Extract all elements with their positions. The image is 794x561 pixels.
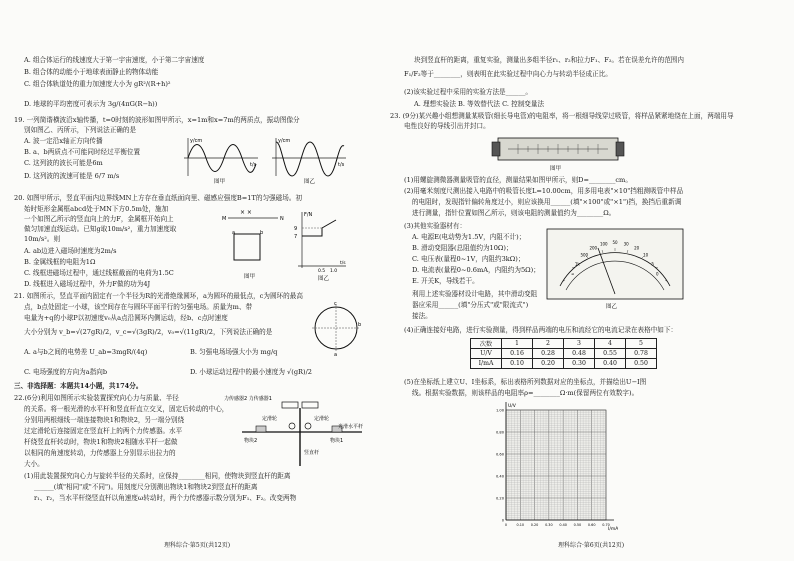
q22-part2-options: A. 理想实验法 B. 等效替代法 C. 控制变量法 bbox=[414, 100, 545, 108]
q20-xlabel: t/s bbox=[340, 261, 346, 266]
q21-option-a: A. a与b之间的电势差 U_ab=3mgR/(4q) bbox=[24, 348, 148, 356]
table-cell: 0.10 bbox=[502, 359, 533, 369]
table-cell: 0.78 bbox=[626, 349, 657, 359]
table-row bbox=[471, 349, 657, 359]
q20-option-a: A. ab边进入磁场时速度为2m/s bbox=[24, 247, 117, 255]
q22-block1-label: 物块1 bbox=[330, 438, 344, 444]
q19-line: 19. 一列简谐横波沿x轴传播，t=0时刻的波形如图甲所示，x=1m和x=7m的两质点，振动图像分 bbox=[14, 116, 300, 124]
q22-block2-label: 物块2 bbox=[244, 438, 258, 444]
q18-option-b: B. 组合体的动能小于地球表面静止的物体动能 bbox=[24, 68, 159, 76]
table-header-row bbox=[471, 339, 657, 349]
table-cell: 0.55 bbox=[595, 349, 626, 359]
q21-option-d: D. 小球运动过程中的最小速度为 √(gR)/2 bbox=[190, 368, 313, 376]
section-3-heading: 三、非选择题：本题共14小题，共174分。 bbox=[14, 382, 143, 390]
q20-ytick: 9 bbox=[294, 226, 298, 232]
q20-figure-b bbox=[294, 212, 346, 282]
q21-line: 电量为+q的小球P以初速度v₀从a点沿圆环内侧运动，经b、c点时速度 bbox=[24, 314, 228, 322]
dial-scale-label: 1k bbox=[574, 261, 580, 267]
q22-apparatus-figure bbox=[222, 392, 372, 470]
q21-line: 点，b点处固定一小球，该空间存在与圆环平面平行的匀强电场。质量为m、带 bbox=[24, 303, 253, 311]
q23-equipment-c: C. 电压表(量程0~1V，内阻约3kΩ)； bbox=[412, 255, 525, 263]
svg-text:N: N bbox=[280, 216, 284, 222]
q23-ohmmeter-dial-figure bbox=[546, 228, 684, 312]
q23-part1: (1)用螺旋测微器测量吸管的直径，测量结果如图甲所示，则D=________cm。 bbox=[404, 176, 632, 184]
q21-ring-figure bbox=[308, 300, 364, 356]
q23-part2: (2)用毫米刻度尺测出接入电路中的吸管长度L=10.00cm，用多用电表"×10"挡粗测吸管中样品 bbox=[404, 187, 684, 195]
table-cell: 0.16 bbox=[502, 349, 533, 359]
q19-xlabel-b: t/s bbox=[338, 162, 345, 168]
x-tick-label: 0.50 bbox=[573, 523, 582, 527]
q22-cont-line: F₁/F₂等于________，则表明在此实验过程中向心力与转动半径成正比。 bbox=[404, 70, 612, 78]
table-row-label: I/mA bbox=[471, 359, 502, 369]
svg-text:× ×: × × bbox=[240, 209, 252, 216]
table-cell: 0.48 bbox=[564, 349, 595, 359]
q23-caption-a: 图甲 bbox=[550, 166, 562, 172]
dial-scale-label: 500 bbox=[580, 252, 589, 258]
x-tick-label: 0.20 bbox=[530, 523, 539, 527]
dial-scale-label: 20 bbox=[634, 245, 640, 251]
q22-part2-line: (2)该实验过程中采用的实验方法是______。 bbox=[404, 88, 533, 96]
q20-xtick: 0.5 bbox=[318, 269, 326, 274]
q21-line: 大小分别为 v_b=√(27gR)/2，v_c=√(3gR)/2，v₀=√(11gR)/2，下列说法正确的是 bbox=[24, 328, 273, 336]
q22-sensors-label: 力传感器2 力传感器1 bbox=[224, 396, 272, 402]
q20-ytick: 7 bbox=[294, 234, 298, 240]
q19-option-c: C. 这列波的波长可能是6m bbox=[24, 159, 103, 167]
table-header-cell: 4 bbox=[595, 339, 626, 349]
q23-caption-b: 图乙 bbox=[606, 304, 618, 310]
q23-line: 电性良好的导线引出并封口。 bbox=[404, 122, 490, 130]
q22-line: 22.(6分)利用如图所示实验装置探究向心力与质量、半径 bbox=[14, 394, 179, 402]
q23-part3-line: 器应采用______(填"分压式"或"限流式") bbox=[412, 301, 529, 309]
table-cell: 0.40 bbox=[595, 359, 626, 369]
y-tick-label: 1.00 bbox=[495, 408, 504, 413]
right-page-footer: 理科综合·第6页(共12页) bbox=[558, 542, 625, 549]
q19-caption-a: 图甲 bbox=[214, 179, 226, 184]
q23-part5: 线。根据实验数据，则该样品的电阻率ρ=________Ω·m(保留两位有效数字)。 bbox=[412, 389, 639, 397]
table-cell: 0.20 bbox=[533, 359, 564, 369]
q19-option-a: A. 波一定沿x轴正方向传播 bbox=[24, 137, 103, 145]
q18-option-a: A. 组合体运行的线速度大于第一宇宙速度，小于第二宇宙速度 bbox=[24, 56, 205, 64]
q23-micrometer-figure bbox=[488, 132, 628, 172]
svg-text:b: b bbox=[260, 230, 264, 236]
q20-figure-a bbox=[222, 209, 284, 280]
table-cell: 0.30 bbox=[564, 359, 595, 369]
q23-equipment-a: A. 电源E(电动势为1.5V，内阻不计)； bbox=[412, 233, 526, 241]
svg-text:M: M bbox=[222, 216, 227, 222]
dial-scale-label: ∞ bbox=[571, 271, 575, 277]
q23-part5: (5)在坐标纸上建立U、I坐标系，标出表格所列数据对应的坐标点，并描绘出U−I图 bbox=[404, 378, 647, 386]
q23-equipment-d: D. 电流表(量程0~0.6mA，内阻约为5Ω)； bbox=[412, 266, 540, 274]
q22-line: 的关系。将一根光滑的水平杆和竖直杆直立交叉，固定后转动的中心， bbox=[24, 405, 229, 413]
q22-line: 分别用两根细线一端连接物块1和物块2，另一端分别绕 bbox=[24, 416, 185, 424]
q23-part3: (3)其他实验器材有： bbox=[404, 222, 467, 230]
q23-equipment-e: E. 开关K，导线若干。 bbox=[412, 277, 479, 285]
q19-figure-a bbox=[184, 138, 258, 184]
q19-ylabel-a: y/cm bbox=[190, 138, 203, 144]
table-cell: 0.28 bbox=[533, 349, 564, 359]
y-tick-label: 0.60 bbox=[495, 452, 504, 457]
table-header-cell: 3 bbox=[564, 339, 595, 349]
q19-figure-b bbox=[272, 138, 346, 184]
q20-caption-a: 图甲 bbox=[244, 274, 256, 280]
svg-text:b: b bbox=[358, 322, 362, 328]
q19-ylabel-b: y/cm bbox=[278, 138, 291, 144]
left-page-footer: 理科综合·第5页(共12页) bbox=[164, 542, 231, 549]
table-cell: 0.50 bbox=[626, 359, 657, 369]
q18-option-d: D. 地球的平均密度可表示为 3g/(4πG(R−h)) bbox=[24, 100, 158, 108]
table-header-cell: 1 bbox=[502, 339, 533, 349]
table-header-cell: 2 bbox=[533, 339, 564, 349]
q19-option-b: B. a、b两质点不可能同时经过平衡位置 bbox=[24, 148, 141, 156]
q20-line: 一个如图乙所示的竖直向上的力F，金属框开始向上 bbox=[24, 215, 174, 223]
q19-wave-figures bbox=[180, 136, 350, 184]
q20-figures bbox=[220, 208, 350, 282]
table-header-cell: 5 bbox=[626, 339, 657, 349]
q20-option-c: C. 线框进磁场过程中，通过线框截面的电荷为1.5C bbox=[24, 269, 174, 277]
q19-line: 别如图乙、丙所示，下列说法正确的是 bbox=[24, 126, 137, 134]
q22-cont-line: 块到竖直杆的距离，重复实验，测量出多组半径r₁、r₂和拉力F₁、F₂。若在误差允许的范围内 bbox=[414, 56, 684, 64]
q22-pulley-left-label: 定滑轮 bbox=[262, 416, 278, 422]
y-tick-label: 0.40 bbox=[495, 474, 504, 479]
q23-equipment-b: B. 滑动变阻器(总阻值约为10Ω)； bbox=[412, 244, 513, 252]
q22-vertical-rod-label: 竖直杆 bbox=[304, 450, 320, 456]
q18-option-c: C. 组合体轨道处的重力加速度大小为 gR²/(R+h)² bbox=[24, 80, 171, 88]
q23-line: 23. (9分)某兴趣小组想测量某吸管(细长导电管)的电阻率，将一根细导线穿过吸管，将样品紧紧地绕在上面，两端用导 bbox=[390, 112, 734, 120]
dial-scale-label: 100 bbox=[599, 241, 608, 247]
q20-line: 20. 如图甲所示，竖直平面内边界线MN上方存在垂直纸面向里、磁感应强度B=1T的匀强磁场。初 bbox=[14, 194, 303, 202]
q23-part2: 的电阻时，发现指针偏转角度过小，则应该换用______(填"×100"或"×1")挡，换挡后重新调 bbox=[412, 198, 682, 206]
dial-scale-label: 30 bbox=[623, 241, 629, 247]
q23-part3-line: 接法。 bbox=[412, 312, 432, 320]
q23-part4: (4)正确连接好电路，进行实验测量，得到样品两端的电压和流经它的电流记录在表格中如下： bbox=[404, 326, 678, 334]
q22-part1-line: r₁、r₂，当水平杆绕竖直杆以角速度ω转动时，两个力传感器示数分别为F₁、F₂。改变两物 bbox=[34, 494, 297, 502]
svg-text:a: a bbox=[232, 230, 236, 236]
svg-text:a: a bbox=[334, 352, 338, 356]
q21-line: 21. 如图所示，竖直平面内固定有一个半径为R的光滑绝缘圆环，a为圆环的最低点，c为圆环的最高 bbox=[14, 292, 303, 300]
table-row-label: U/V bbox=[471, 349, 502, 359]
dial-scale-label: 50 bbox=[612, 240, 618, 245]
q22-line: 过定滑轮后连接固定在竖直杆上的两个力传感器。水平 bbox=[24, 427, 183, 435]
q20-ylabel: F/N bbox=[304, 212, 313, 218]
y-tick-label: 0.20 bbox=[495, 496, 504, 501]
dial-scale-label: 10 bbox=[643, 252, 649, 258]
q23-part3-line: 利用上述实验器材设计电路，其中滑动变阻 bbox=[412, 290, 538, 298]
q22-pulley-right-label: 定滑轮 bbox=[314, 416, 330, 422]
q20-line: 10m/s²。则 bbox=[24, 235, 61, 243]
svg-text:c: c bbox=[334, 301, 337, 307]
x-tick-label: 0.30 bbox=[545, 523, 553, 527]
right-page bbox=[390, 0, 794, 561]
q22-part1-line: ______(填"相同"或"不同")。用刻度尺分别测出物块1和物块2到竖直杆的距离 bbox=[34, 483, 258, 491]
x-tick-label: 0.70 bbox=[602, 523, 610, 527]
q21-option-c: C. 电场强度的方向为a指向b bbox=[24, 368, 108, 376]
x-tick-label: 0.40 bbox=[559, 523, 567, 527]
q22-line: 以相同的角速度转动，力传感器上分别显示出拉力的 bbox=[24, 449, 176, 457]
q20-line: 做匀加速直线运动。已知g取10m/s²，重力加速度取 bbox=[24, 225, 177, 233]
table-header-cell: 次数 bbox=[471, 339, 502, 349]
y-axis-label: U/V bbox=[508, 404, 516, 409]
dial-scale-label: 200 bbox=[589, 245, 598, 251]
q23-part2: 进行测量，指针位置如图乙所示，则该电阻的测量值约为________Ω。 bbox=[412, 209, 616, 217]
q20-caption-b: 图乙 bbox=[318, 276, 330, 282]
q19-option-d: D. 这列波的波速可能是 6/7 m/s bbox=[24, 172, 120, 180]
x-axis-label: I/mA bbox=[608, 527, 618, 532]
q20-option-b: B. 金属线框的电阻为1Ω bbox=[24, 258, 96, 266]
x-tick-label: 0.60 bbox=[587, 523, 596, 527]
q22-horizontal-rod-label: 光滑水平杆 bbox=[338, 424, 364, 430]
q22-line: 大小。 bbox=[24, 460, 44, 468]
q21-option-b: B. 匀强电场场强大小为 mg/q bbox=[190, 348, 278, 356]
y-tick-label: 0.80 bbox=[495, 430, 504, 435]
q19-caption-b: 图乙 bbox=[304, 179, 316, 184]
x-tick-label: 0.10 bbox=[516, 523, 525, 527]
x-tick-label: 0 bbox=[504, 523, 508, 527]
y-tick-label: 0 bbox=[501, 518, 504, 523]
q20-xtick: 1.0 bbox=[330, 269, 338, 274]
q22-line: 杆绕竖直杆转动时，物块1和物块2相随水平杆一起做 bbox=[24, 438, 178, 446]
dial-scale-label: 0 bbox=[656, 271, 659, 277]
u-i-graph-paper[interactable] bbox=[488, 398, 618, 536]
q20-line: 始时矩形金属框abcd处于MN下方0.5m处，施加 bbox=[24, 205, 169, 213]
table-row bbox=[471, 359, 657, 369]
q19-xlabel-a: t/s bbox=[250, 162, 257, 168]
measurement-table bbox=[470, 338, 657, 369]
left-page bbox=[0, 0, 395, 561]
dial-scale-label: 5 bbox=[651, 261, 654, 267]
q20-option-d: D. 线框进入磁场过程中，外力F做的功为4J bbox=[24, 280, 151, 288]
q22-part1-line: (1)用此装置探究向心力与旋转半径的关系时，应保持________相同，使物块到竖直杆的距离 bbox=[24, 472, 291, 480]
